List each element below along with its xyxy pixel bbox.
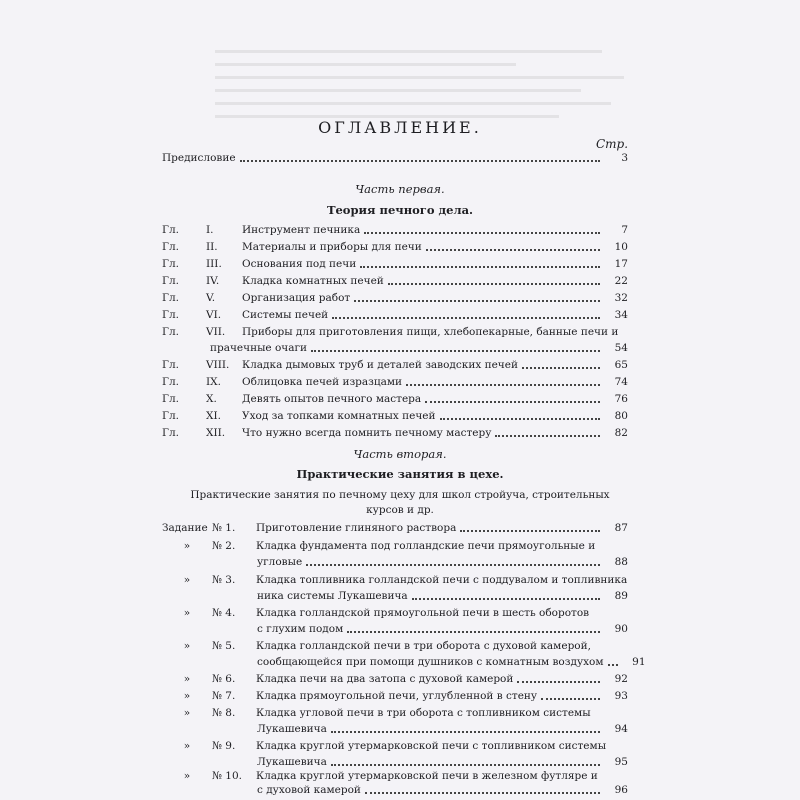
toc-entry-continuation[interactable] <box>162 340 628 356</box>
entry-text: Облицовка печей изразцами <box>242 376 403 388</box>
entry-text-continued: с глухим подом <box>257 623 344 635</box>
entry-page: 34 <box>614 309 628 321</box>
entry-text: Организация работ <box>242 292 351 304</box>
toc-entry-task[interactable] <box>162 738 628 754</box>
part-two-subtitle: Практические занятия в цехе. <box>296 467 504 481</box>
chapter-number: IV. <box>206 275 220 287</box>
entry-text: Системы печей <box>242 309 329 321</box>
toc-entry-task[interactable] <box>162 638 628 654</box>
task-number: № 1. <box>212 522 236 534</box>
entry-text: Кладка прямоугольной печи, углубленной в стену <box>256 690 538 702</box>
toc-entry-task[interactable] <box>162 671 628 687</box>
part-one-label: Часть первая. <box>355 182 445 196</box>
toc-entry-chapter[interactable] <box>162 408 628 424</box>
dot-leader <box>347 631 600 633</box>
chapter-prefix: Гл. <box>162 309 179 321</box>
dot-leader <box>412 598 600 600</box>
toc-entry-task[interactable] <box>162 705 628 721</box>
dot-leader <box>240 160 600 162</box>
toc-entry-chapter[interactable] <box>162 256 628 272</box>
entry-text: Кладка круглой утермарковской печи в железном футляре и <box>256 770 598 782</box>
entry-text: Кладка фундамента под голландские печи прямоугольные и <box>256 540 596 552</box>
dot-leader <box>425 401 600 403</box>
entry-page: 88 <box>614 556 628 568</box>
task-prefix: » <box>183 673 191 685</box>
dot-leader <box>406 384 600 386</box>
task-number: № 4. <box>212 607 236 619</box>
entry-page: 89 <box>614 590 628 602</box>
dot-leader <box>331 731 600 733</box>
toc-entry-task[interactable] <box>162 572 628 588</box>
chapter-number: XII. <box>206 427 226 439</box>
task-prefix: » <box>183 607 191 619</box>
entry-text-continued: угловые <box>257 556 303 568</box>
entry-text: Кладка угловой печи в три оборота с топливником системы <box>256 707 591 719</box>
entry-text: Приготовление глиняного раствора <box>256 522 457 534</box>
entry-text-continued: прачечные очаги <box>210 342 308 354</box>
part-two-label: Часть вторая. <box>353 447 447 461</box>
entry-text: Основания под печи <box>242 258 357 270</box>
task-number: № 10. <box>212 770 242 782</box>
dot-leader <box>311 350 600 352</box>
entry-text: Кладка комнатных печей <box>242 275 384 287</box>
entry-page: 10 <box>614 241 628 253</box>
entry-page: 17 <box>614 258 628 270</box>
entry-page: 94 <box>614 723 628 735</box>
toc-entry-chapter[interactable] <box>162 290 628 306</box>
task-prefix: » <box>183 540 191 552</box>
dot-leader <box>365 792 600 794</box>
dot-leader <box>332 317 600 319</box>
chapter-number: II. <box>206 241 218 253</box>
chapter-number: XI. <box>206 410 221 422</box>
dot-leader <box>360 266 600 268</box>
dot-leader <box>522 367 600 369</box>
task-number: № 9. <box>212 740 236 752</box>
task-prefix: » <box>183 640 191 652</box>
chapter-prefix: Гл. <box>162 292 179 304</box>
entry-page: 65 <box>614 359 628 371</box>
part-one-subtitle: Теория печного дела. <box>326 203 474 217</box>
task-number: № 5. <box>212 640 236 652</box>
chapter-prefix: Гл. <box>162 376 179 388</box>
task-number: № 8. <box>212 707 236 719</box>
dot-leader <box>306 564 600 566</box>
task-prefix: » <box>183 740 191 752</box>
entry-page: 22 <box>614 275 628 287</box>
entry-page: 82 <box>614 427 628 439</box>
entry-page: 92 <box>614 673 628 685</box>
dot-leader <box>364 232 600 234</box>
toc-entry-chapter[interactable] <box>162 324 628 340</box>
entry-text: Кладка круглой утермарковской печи с топливником системы <box>256 740 607 752</box>
chapter-number: VII. <box>206 326 226 338</box>
entry-text: Материалы и приборы для печи <box>242 241 422 253</box>
entry-text: Что нужно всегда помнить печному мастеру <box>242 427 492 439</box>
entry-text: Инструмент печника <box>242 224 361 236</box>
entry-page: 80 <box>614 410 628 422</box>
toc-entry-task[interactable] <box>162 538 628 554</box>
entry-page: 76 <box>614 393 628 405</box>
dot-leader <box>608 664 618 666</box>
entry-text: Уход за топками комнатных печей <box>242 410 436 422</box>
entry-page: 7 <box>621 224 628 236</box>
toc-entry-task[interactable] <box>162 605 628 621</box>
toc-entry-continuation[interactable] <box>162 554 628 570</box>
toc-entry-chapter[interactable] <box>162 239 628 255</box>
chapter-prefix: Гл. <box>162 241 179 253</box>
entry-page: 54 <box>614 342 628 354</box>
task-number: № 7. <box>212 690 236 702</box>
chapter-prefix: Гл. <box>162 410 179 422</box>
chapter-number: VIII. <box>206 359 230 371</box>
entry-page: 3 <box>621 152 628 164</box>
entry-page: 96 <box>614 784 628 796</box>
toc-entry-chapter[interactable] <box>162 307 628 323</box>
task-prefix: » <box>183 770 191 782</box>
toc-entry-continuation[interactable] <box>162 721 628 737</box>
chapter-number: V. <box>206 292 216 304</box>
entry-page: 74 <box>614 376 628 388</box>
entry-text: Кладка дымовых труб и деталей заводских печей <box>242 359 518 371</box>
toc-entry-chapter[interactable] <box>162 391 628 407</box>
toc-entry-chapter[interactable] <box>162 273 628 289</box>
toc-entry-chapter[interactable] <box>162 425 628 441</box>
chapter-prefix: Гл. <box>162 275 179 287</box>
bleed-through-text <box>215 40 645 160</box>
task-number: № 3. <box>212 574 236 586</box>
dot-leader <box>460 530 600 532</box>
page-column-header: Стр. <box>596 137 629 151</box>
entry-page: 93 <box>614 690 628 702</box>
part-two-intro-line-2: курсов и др. <box>366 504 434 516</box>
chapter-number: IX. <box>206 376 221 388</box>
entry-text: Кладка голландской прямоугольной печи в шесть оборотов <box>256 607 590 619</box>
entry-text-continued: Лукашевича <box>257 756 327 768</box>
part-two-intro-line-1: Практические занятия по печному цеху для школ стройуча, строительных <box>190 489 610 501</box>
entry-text-continued: сообщающейся при помощи душников с комнатным воздухом <box>257 656 604 668</box>
entry-page: 87 <box>614 522 628 534</box>
chapter-prefix: Гл. <box>162 326 179 338</box>
dot-leader <box>388 283 600 285</box>
entry-text-continued: ника системы Лукашевича <box>257 590 408 602</box>
entry-page: 91 <box>632 656 646 668</box>
task-prefix: Задание <box>162 522 208 534</box>
entry-page: 95 <box>614 756 628 768</box>
entry-text: Предисловие <box>162 152 236 164</box>
entry-text: Кладка топливника голландской печи с поддувалом и топливника <box>256 574 628 586</box>
dot-leader <box>541 698 600 700</box>
entry-text-continued: Лукашевича <box>257 723 327 735</box>
chapter-prefix: Гл. <box>162 359 179 371</box>
entry-text-continued: с духовой камерой <box>257 784 361 796</box>
dot-leader <box>517 681 600 683</box>
toc-entry-continuation[interactable] <box>162 621 628 637</box>
dot-leader <box>440 418 600 420</box>
dot-leader <box>426 249 600 251</box>
toc-entry-preface[interactable] <box>162 150 628 166</box>
toc-entry-continuation[interactable] <box>162 654 646 670</box>
task-prefix: » <box>183 574 191 586</box>
toc-entry-task[interactable] <box>162 688 628 704</box>
entry-text: Кладка голландской печи в три оборота с духовой камерой, <box>256 640 591 652</box>
chapter-prefix: Гл. <box>162 258 179 270</box>
dot-leader <box>354 300 600 302</box>
toc-entry-task[interactable] <box>162 520 628 536</box>
toc-entry-chapter[interactable] <box>162 222 628 238</box>
entry-text: Кладка печи на два затопа с духовой камерой <box>256 673 514 685</box>
toc-title: ОГЛАВЛЕНИЕ. <box>318 118 482 137</box>
chapter-number: X. <box>206 393 217 405</box>
toc-entry-continuation[interactable] <box>162 782 628 798</box>
chapter-prefix: Гл. <box>162 224 179 236</box>
entry-page: 32 <box>614 292 628 304</box>
chapter-number: VI. <box>206 309 222 321</box>
chapter-prefix: Гл. <box>162 393 179 405</box>
task-prefix: » <box>183 707 191 719</box>
dot-leader <box>495 435 600 437</box>
toc-entry-chapter[interactable] <box>162 357 628 373</box>
entry-page: 90 <box>614 623 628 635</box>
task-prefix: » <box>183 690 191 702</box>
task-number: № 6. <box>212 673 236 685</box>
toc-entry-chapter[interactable] <box>162 374 628 390</box>
dot-leader <box>331 764 600 766</box>
toc-entry-continuation[interactable] <box>162 588 628 604</box>
task-number: № 2. <box>212 540 236 552</box>
chapter-number: III. <box>206 258 222 270</box>
entry-text: Девять опытов печного мастера <box>242 393 422 405</box>
entry-text: Приборы для приготовления пищи, хлебопекарные, банные печи и <box>242 326 619 338</box>
chapter-number: I. <box>206 224 214 236</box>
chapter-prefix: Гл. <box>162 427 179 439</box>
